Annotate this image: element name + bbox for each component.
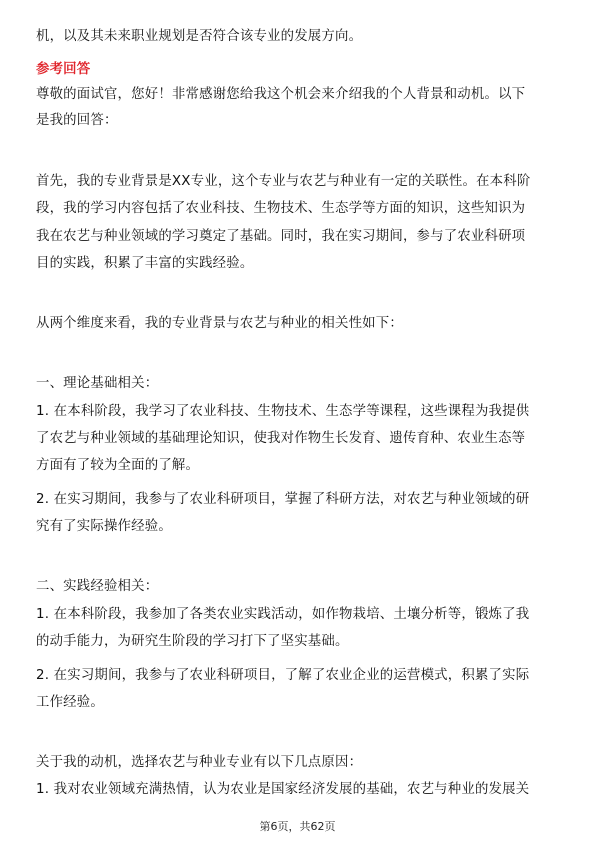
background-line-4: 目的实践，积累了丰富的实践经验。	[36, 256, 254, 271]
theory-item1-line-3: 方面有了较为全面的了解。	[36, 458, 200, 473]
greeting-line-2: 是我的回答：	[36, 113, 118, 128]
background-line-1: 首先，我的专业背景是XX专业，这个专业与农艺与种业有一定的关联性。在本科阶	[36, 174, 531, 189]
dimensions-intro: 从两个维度来看，我的专业背景与农艺与种业的相关性如下：	[36, 316, 403, 331]
practice-item1-line-1: 1. 在本科阶段，我参加了各类农业实践活动，如作物栽培、土壤分析等，锻炼了我	[36, 607, 530, 622]
theory-item2-line-2: 究有了实际操作经验。	[36, 519, 172, 534]
intro-tail-line: 机，以及其未来职业规划是否符合该专业的发展方向。	[36, 29, 363, 44]
section-heading: 参考回答	[36, 62, 91, 77]
greeting-line-1: 尊敬的面试官，您好！非常感谢您给我这个机会来介绍我的个人背景和动机。以下	[36, 87, 526, 102]
practice-item2-line-2: 工作经验。	[36, 695, 104, 710]
background-line-3: 我在农艺与种业领域的学习奠定了基础。同时，我在实习期间，参与了农业科研项	[36, 229, 526, 244]
page-number-footer: 第6页，共62页	[259, 820, 336, 833]
motivation-item1-line-1: 1. 我对农业领域充满热情，认为农业是国家经济发展的基础，农艺与种业的发展关	[36, 782, 530, 797]
practice-item1-line-2: 的动手能力，为研究生阶段的学习打下了坚实基础。	[36, 634, 349, 649]
practice-item2-line-1: 2. 在实习期间，我参与了农业科研项目，了解了农业企业的运营模式，积累了实际	[36, 668, 530, 683]
practice-heading: 二、实践经验相关：	[36, 579, 159, 594]
motivation-intro: 关于我的动机，选择农艺与种业专业有以下几点原因：	[36, 755, 363, 770]
theory-item1-line-2: 了农艺与种业领域的基础理论知识，使我对作物生长发育、遗传育种、农业生态等	[36, 431, 526, 446]
theory-item2-line-1: 2. 在实习期间，我参与了农业科研项目，掌握了科研方法，对农艺与种业领域的研	[36, 492, 530, 507]
theory-heading: 一、理论基础相关：	[36, 376, 159, 391]
theory-item1-line-1: 1. 在本科阶段，我学习了农业科技、生物技术、生态学等课程，这些课程为我提供	[36, 404, 530, 419]
background-line-2: 段，我的学习内容包括了农业科技、生物技术、生态学等方面的知识，这些知识为	[36, 201, 526, 216]
